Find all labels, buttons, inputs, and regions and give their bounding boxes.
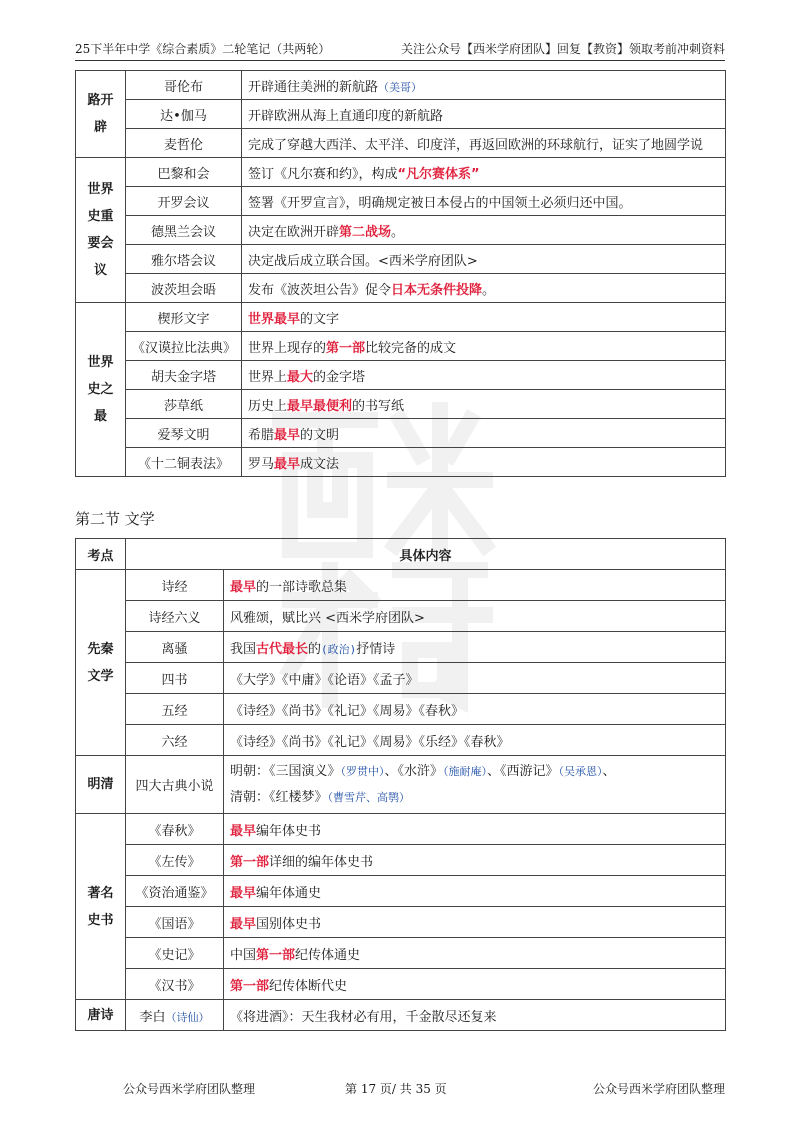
highlight-text: 第二战场 xyxy=(339,224,392,240)
note-text: （诗仙） xyxy=(165,1010,210,1024)
text-run: 。 xyxy=(482,282,496,298)
table-row xyxy=(76,448,726,477)
header-cell-content: 具体内容 xyxy=(126,539,726,570)
highlight-text: “凡尔赛体系” xyxy=(397,166,480,182)
text-run: 中国 xyxy=(230,947,257,963)
note-text: （吴承恩） xyxy=(558,764,603,778)
text-run: 的一部诗歌总集 xyxy=(256,579,348,595)
table-row xyxy=(76,71,726,100)
description-cell xyxy=(242,361,726,390)
item-cell: 哥伦布 xyxy=(126,71,242,100)
item-cell: 麦哲伦 xyxy=(126,129,242,158)
description-cell xyxy=(242,71,726,100)
category-cell: 著名史书 xyxy=(76,814,126,1000)
text-run: 开辟欧洲从海上直通印度的新航路 xyxy=(248,108,444,124)
text-run: 李白 xyxy=(139,1009,166,1025)
item-cell: 四书 xyxy=(126,663,224,694)
description-cell xyxy=(224,756,726,814)
highlight-text: 最早 xyxy=(230,916,257,932)
highlight-text: 第一部 xyxy=(230,978,270,994)
highlight-text: 第一部 xyxy=(230,854,270,870)
item-cell: 雅尔塔会议 xyxy=(126,245,242,274)
table-row xyxy=(76,390,726,419)
table-row xyxy=(76,632,726,663)
table-row xyxy=(76,361,726,390)
table-row xyxy=(76,756,726,814)
table-row xyxy=(76,725,726,756)
highlight-text: 最早 xyxy=(274,427,301,443)
highlight-text: 最早 xyxy=(230,579,257,595)
text-run: 世界上 xyxy=(248,369,288,385)
table-row xyxy=(76,158,726,187)
table-header-row xyxy=(76,539,726,570)
item-cell: 《左传》 xyxy=(126,845,224,876)
text-run: 我国 xyxy=(230,641,257,657)
highlight-text: 最早 xyxy=(230,885,257,901)
description-cell xyxy=(224,907,726,938)
description-cell xyxy=(224,1000,726,1031)
description-cell xyxy=(242,390,726,419)
text-run: 抒情诗 xyxy=(356,641,396,657)
text-run: 比较完备的成文 xyxy=(365,340,457,356)
item-cell: 爱琴文明 xyxy=(126,419,242,448)
table-row xyxy=(76,876,726,907)
text-run: 编年体史书 xyxy=(256,823,322,839)
note-text: （美哥） xyxy=(378,80,423,94)
category-cell: 明清 xyxy=(76,756,126,814)
item-cell: 楔形文字 xyxy=(126,303,242,332)
table-row xyxy=(76,694,726,725)
table-row xyxy=(76,274,726,303)
text-run: 发布《波茨坦公告》促令 xyxy=(248,282,392,298)
note-text: （施耐庵） xyxy=(443,764,488,778)
description-cell xyxy=(224,632,726,663)
description-cell xyxy=(242,187,726,216)
item-cell: 诗经六义 xyxy=(126,601,224,632)
item-cell: 《春秋》 xyxy=(126,814,224,845)
text-run: 《诗经》《尚书》《礼记》《周易》《乐经》《春秋》 xyxy=(230,734,510,750)
header-right-text: 关注公众号【西米学府团队】回复【教资】领取考前冲刺资料 xyxy=(400,42,725,56)
table-row xyxy=(76,303,726,332)
description-cell xyxy=(242,100,726,129)
text-run: 编年体通史 xyxy=(256,885,322,901)
text-run: 的 xyxy=(308,641,322,657)
text-run: 《将进酒》：天生我材必有用，千金散尽还复来 xyxy=(230,1009,497,1025)
item-cell: 《汉书》 xyxy=(126,969,224,1000)
item-cell: 波茨坦会晤 xyxy=(126,274,242,303)
table-row xyxy=(76,570,726,601)
table-row xyxy=(76,129,726,158)
text-run: 、《西游记》 xyxy=(487,763,559,779)
item-cell: 六经 xyxy=(126,725,224,756)
highlight-text: 最早 xyxy=(274,456,301,472)
text-run: 签署《开罗宣言》，明确规定被日本侵占的中国领土必须归还中国。 xyxy=(248,195,632,211)
item-cell: 诗经 xyxy=(126,570,224,601)
text-run: 希腊 xyxy=(248,427,275,443)
table-row xyxy=(76,100,726,129)
footer-page-number: 第 17 页/ 共 35 页 xyxy=(345,1082,447,1096)
item-cell: 离骚 xyxy=(126,632,224,663)
description-cell xyxy=(224,601,726,632)
highlight-text: 第一部 xyxy=(256,947,296,963)
item-cell: 达•伽马 xyxy=(126,100,242,129)
text-run: 的文明 xyxy=(300,427,340,443)
text-run: 的文字 xyxy=(300,311,340,327)
item-cell: 《汉谟拉比法典》 xyxy=(126,332,242,361)
highlight-text: 第一部 xyxy=(326,340,366,356)
table-row xyxy=(76,814,726,845)
text-run: 详细的编年体史书 xyxy=(269,854,374,870)
item-cell: 德黑兰会议 xyxy=(126,216,242,245)
description-line xyxy=(230,759,719,785)
text-run: 。 xyxy=(391,224,405,240)
world-history-table xyxy=(75,70,726,477)
text-run: 风雅颂，赋比兴 <西米学府团队> xyxy=(230,610,425,626)
table-row xyxy=(76,187,726,216)
text-run: 、 xyxy=(602,763,616,779)
description-cell xyxy=(242,303,726,332)
text-run: 世界上现存的 xyxy=(248,340,327,356)
highlight-text: 最早最便利 xyxy=(287,398,353,414)
note-text: (政治) xyxy=(321,642,357,656)
text-run: 、《水浒》 xyxy=(384,763,444,779)
item-cell: 《十二铜表法》 xyxy=(126,448,242,477)
description-cell xyxy=(242,158,726,187)
description-cell xyxy=(224,725,726,756)
text-run: 清朝：《红楼梦》 xyxy=(230,789,328,805)
text-run: 决定在欧洲开辟 xyxy=(248,224,340,240)
category-cell: 世界史之最 xyxy=(76,303,126,477)
text-run: 罗马 xyxy=(248,456,275,472)
description-cell xyxy=(224,814,726,845)
table-row xyxy=(76,845,726,876)
category-cell: 唐诗 xyxy=(76,1000,126,1031)
description-cell xyxy=(242,274,726,303)
category-cell: 世界史重要会议 xyxy=(76,158,126,303)
footer-right-text: 公众号西米学府团队整理 xyxy=(592,1082,725,1096)
text-run: 完成了穿越大西洋、太平洋、印度洋，再返回欧洲的环球航行，证实了地圆学说 xyxy=(248,137,704,153)
text-run: 的金字塔 xyxy=(313,369,366,385)
description-cell xyxy=(242,129,726,158)
footer-left-text: 公众号西米学府团队整理 xyxy=(123,1082,256,1096)
text-run: 《诗经》《尚书》《礼记》《周易》《春秋》 xyxy=(230,703,465,719)
description-line xyxy=(230,785,719,811)
description-cell xyxy=(224,570,726,601)
description-cell xyxy=(224,694,726,725)
category-cell: 路开辟 xyxy=(76,71,126,158)
table-row xyxy=(76,1000,726,1031)
table-row xyxy=(76,601,726,632)
item-cell xyxy=(126,1000,224,1031)
header-cell-kaodian: 考点 xyxy=(76,539,126,570)
text-run: 历史上 xyxy=(248,398,288,414)
highlight-text: 古代最长 xyxy=(256,641,309,657)
text-run: 成文法 xyxy=(300,456,340,472)
description-cell xyxy=(242,245,726,274)
note-text: （曹雪芹、高鹗） xyxy=(327,790,411,804)
text-run: 的书写纸 xyxy=(352,398,405,414)
text-run: 决定战后成立联合国。<西米学府团队> xyxy=(248,253,478,269)
description-cell xyxy=(242,448,726,477)
table-row xyxy=(76,332,726,361)
description-cell xyxy=(242,216,726,245)
description-cell xyxy=(224,845,726,876)
item-cell: 四大古典小说 xyxy=(126,756,224,814)
description-cell xyxy=(224,876,726,907)
item-cell: 《国语》 xyxy=(126,907,224,938)
item-cell: 《史记》 xyxy=(126,938,224,969)
text-run: 《大学》《中庸》《论语》《孟子》 xyxy=(230,672,419,688)
literature-table xyxy=(75,538,726,1031)
item-cell: 胡夫金字塔 xyxy=(126,361,242,390)
page-footer xyxy=(75,1080,725,1096)
highlight-text: 最大 xyxy=(287,369,314,385)
section-title: 第二节 文学 xyxy=(75,510,155,528)
table-row xyxy=(76,663,726,694)
header-left-text: 25下半年中学《综合素质》二轮笔记（共两轮） xyxy=(75,42,331,56)
item-cell: 开罗会议 xyxy=(126,187,242,216)
note-text: （罗贯中） xyxy=(340,764,385,778)
text-run: 纪传体断代史 xyxy=(269,978,348,994)
item-cell: 巴黎和会 xyxy=(126,158,242,187)
description-cell xyxy=(242,419,726,448)
text-run: 纪传体通史 xyxy=(295,947,361,963)
page-header xyxy=(75,38,725,61)
item-cell: 五经 xyxy=(126,694,224,725)
text-run: 开辟通往美洲的新航路 xyxy=(248,79,379,95)
highlight-text: 日本无条件投降 xyxy=(391,282,483,298)
table-row xyxy=(76,938,726,969)
description-cell xyxy=(224,969,726,1000)
item-cell: 《资治通鉴》 xyxy=(126,876,224,907)
table-row xyxy=(76,969,726,1000)
table-row xyxy=(76,419,726,448)
highlight-text: 最早 xyxy=(230,823,257,839)
highlight-text: 世界最早 xyxy=(248,311,301,327)
description-cell xyxy=(242,332,726,361)
category-cell: 先秦文学 xyxy=(76,570,126,756)
text-run: 国别体史书 xyxy=(256,916,322,932)
item-cell: 莎草纸 xyxy=(126,390,242,419)
text-run: 明朝：《三国演义》 xyxy=(230,763,341,779)
text-run: 签订《凡尔赛和约》，构成 xyxy=(248,166,398,182)
description-cell xyxy=(224,663,726,694)
description-cell xyxy=(224,938,726,969)
table-row xyxy=(76,907,726,938)
table-row xyxy=(76,245,726,274)
table-row xyxy=(76,216,726,245)
